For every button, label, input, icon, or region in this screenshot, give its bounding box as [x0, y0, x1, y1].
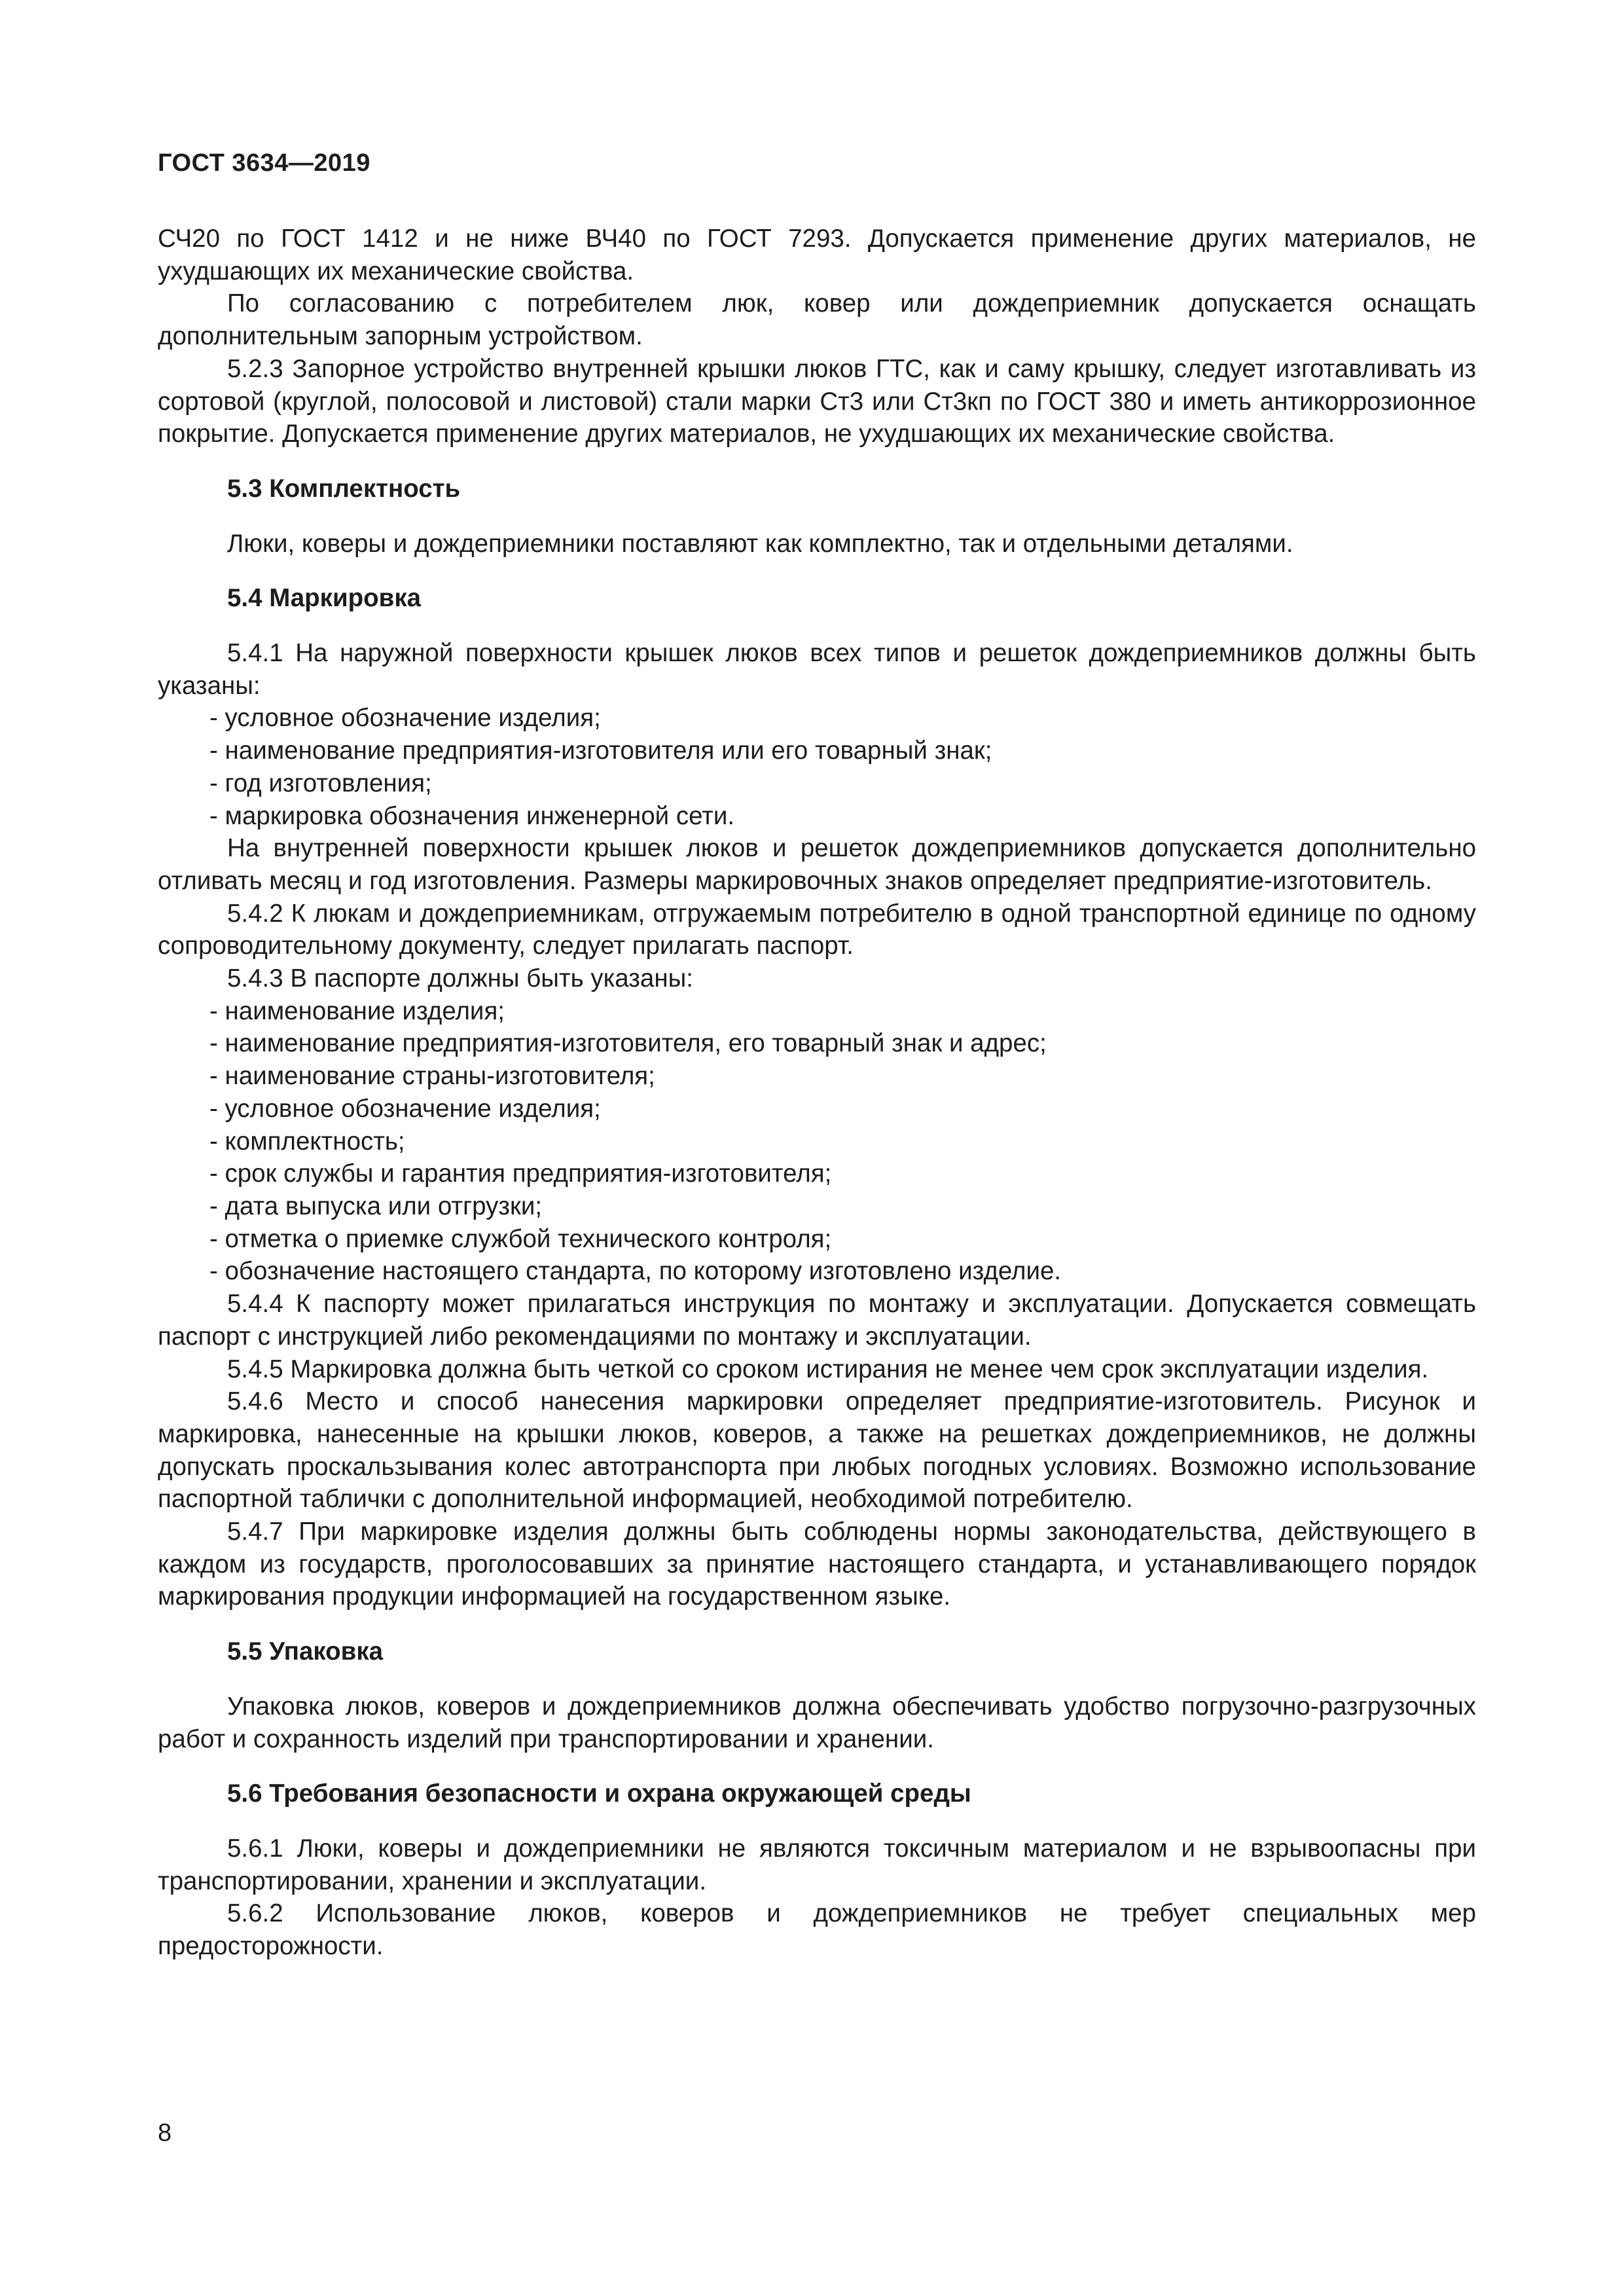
paragraph-5-3: Люки, коверы и дождеприемники поставляют как комплектно, так и отдельными деталями. [227, 529, 1293, 558]
list-item: - отметка о приемке службой технического контроля; [209, 1224, 832, 1253]
list-item: - условное обозначение изделия; [209, 704, 601, 733]
section-heading-5-4: 5.4 Маркировка [227, 584, 422, 613]
list-item: - наименование страны-изготовителя; [209, 1062, 655, 1091]
paragraph-5-4-3: 5.4.3 В паспорте должны быть указаны: [227, 964, 693, 993]
section-heading-5-3: 5.3 Комплектность [227, 474, 461, 503]
paragraph: По согласованию с потребителем люк, ковер или дождеприемник допускается оснащать дополнительным запорным устройством. [158, 289, 1476, 351]
paragraph-5-4-7: 5.4.7 При маркировке изделия должны быть соблюдены нормы законодательства, действующего в каждом из государств, проголосовавших за принятие настоящего стандарта, и устанавливающего порядок маркирования продукции информацией на государственном языке. [158, 1518, 1476, 1611]
document-code-header: ГОСТ 3634—2019 [158, 149, 370, 177]
paragraph: На внутренней поверхности крышек люков и решеток дождеприемников допускается дополнительно отливать месяц и год изготовления. Размеры маркировочных знаков определяет предприятие-изготовитель. [158, 834, 1476, 895]
list-item: - наименование предприятия-изготовителя или его товарный знак; [209, 737, 992, 765]
section-heading-5-6: 5.6 Требования безопасности и охрана окружающей среды [227, 1779, 971, 1808]
list-item: - дата выпуска или отгрузки; [209, 1192, 543, 1220]
section-heading-5-5: 5.5 Упаковка [227, 1637, 383, 1666]
list-5-4-3 [158, 995, 1476, 1288]
paragraph-5-6-2: 5.6.2 Использование люков, коверов и дождеприемников не требует специальных мер предосторожности. [158, 1899, 1476, 1961]
list-item: - срок службы и гарантия предприятия-изготовителя; [209, 1159, 832, 1188]
paragraph-5-4-1: 5.4.1 На наружной поверхности крышек люков всех типов и решеток дождеприемников должны быть указаны: [158, 639, 1476, 700]
list-item: - обозначение настоящего стандарта, по которому изготовлено изделие. [209, 1257, 1062, 1286]
page-number: 8 [158, 2119, 172, 2147]
paragraph-continuation: СЧ20 по ГОСТ 1412 и не ниже ВЧ40 по ГОСТ 7293. Допускается применение других материалов, не ухудшающих их механические свойства. [158, 225, 1476, 285]
list-item: - комплектность; [209, 1127, 405, 1156]
list-item: - год изготовления; [209, 769, 432, 797]
document-body [158, 223, 1476, 1963]
paragraph-5-5: Упаковка люков, коверов и дождеприемников должна обеспечивать удобство погрузочно-разгрузочных работ и сохранность изделий при транспортировании и хранении. [158, 1692, 1476, 1753]
list-item: - маркировка обозначения инженерной сети. [209, 801, 735, 830]
paragraph-5-2-3: 5.2.3 Запорное устройство внутренней крышки люков ГТС, как и саму крышку, следует изготавливать из сортовой (круглой, полосовой и листовой) стали марки Ст3 или Ст3кп по ГОСТ 380 и иметь антикоррозионное покрытие. Допускается применение других материалов, не ухудшающих их механические свойства. [158, 354, 1476, 448]
list-5-4-1 [158, 702, 1476, 832]
list-item: - наименование изделия; [209, 996, 505, 1025]
list-item: - наименование предприятия-изготовителя, его товарный знак и адрес; [209, 1029, 1047, 1058]
paragraph-5-4-6: 5.4.6 Место и способ нанесения маркировки определяет предприятие-изготовитель. Рисунок и маркировка, нанесенные на крышки люков, коверов, а также на решетках дождеприемников, не должны допускать проскальзывания колес автотранспорта при любых погодных условиях. Возможно использование паспортной таблички с дополнительной информацией, необходимой потребителю. [158, 1387, 1476, 1514]
paragraph-5-4-4: 5.4.4 К паспорту может прилагаться инструкция по монтажу и эксплуатации. Допускается совмещать паспорт с инструкцией либо рекомендациями по монтажу и эксплуатации. [158, 1290, 1476, 1351]
paragraph-5-4-5: 5.4.5 Маркировка должна быть четкой со сроком истирания не менее чем срок эксплуатации изделия. [227, 1355, 1429, 1383]
paragraph-5-4-2: 5.4.2 К люкам и дождеприемникам, отгружаемым потребителю в одной транспортной единице по одному сопроводительному документу, следует прилагать паспорт. [158, 899, 1476, 960]
list-item: - условное обозначение изделия; [209, 1094, 601, 1123]
paragraph-5-6-1: 5.6.1 Люки, коверы и дождеприемники не являются токсичным материалом и не взрывоопасны при транспортировании, хранении и эксплуатации. [158, 1834, 1476, 1895]
